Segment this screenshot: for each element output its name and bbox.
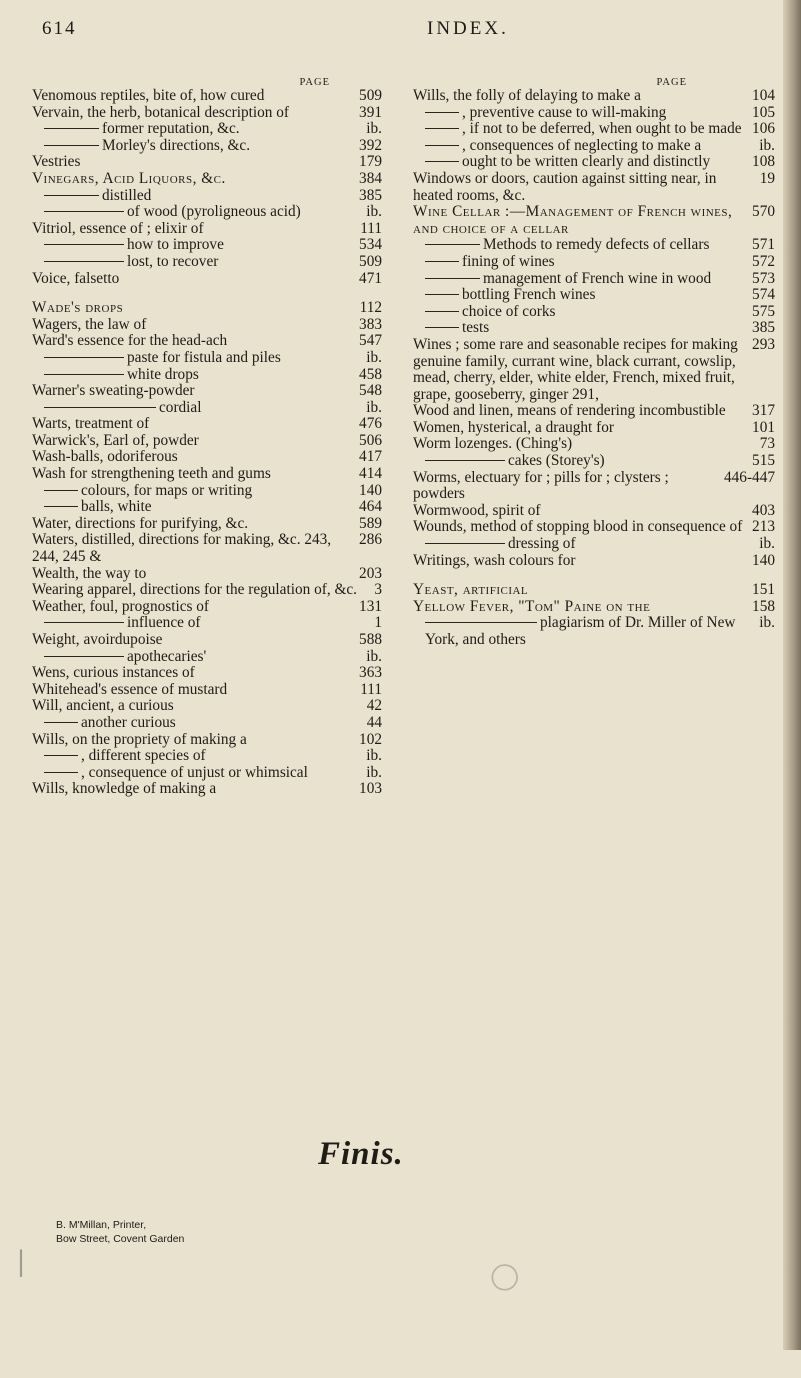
entry-text: Windows or doors, caution against sitting near, in heated rooms, &c. [413, 169, 717, 204]
index-entry [413, 337, 775, 403]
page-header [42, 18, 762, 48]
index-entry [32, 121, 382, 138]
index-entry [413, 254, 775, 271]
index-entry [32, 154, 382, 171]
entry-text: , if not to be deferred, when ought to be made [462, 120, 742, 138]
index-entry [413, 582, 775, 599]
index-entry [32, 138, 382, 155]
entry-text: Waters, distilled, directions for making, &c. 243, 244, 245 & [32, 531, 332, 566]
ditto-dash [44, 506, 78, 507]
page-reference: 286 [359, 531, 382, 549]
index-entry [32, 698, 382, 715]
column-heading-page: PAGE [656, 77, 687, 88]
index-entry [413, 154, 775, 171]
page-reference: 293 [752, 335, 775, 353]
page-reference: ib. [366, 398, 382, 416]
entry-text: apothecaries' [127, 647, 207, 665]
page-reference: 140 [752, 551, 775, 569]
index-entry [413, 88, 775, 105]
entry-text: Morley's directions, &c. [102, 136, 251, 154]
entry-text: former reputation, &c. [102, 120, 240, 138]
entry-text: Women, hysterical, a draught for [413, 418, 614, 436]
page-reference: 3 [374, 581, 382, 599]
page-reference: 476 [359, 415, 382, 433]
entry-text: Will, ancient, a curious [32, 697, 174, 715]
index-entry [32, 483, 382, 500]
page-reference: ib. [759, 614, 775, 632]
page-reference: 414 [359, 465, 382, 483]
page-number: 614 [42, 18, 77, 39]
entry-text: Wounds, method of stopping blood in consequence of [413, 518, 743, 536]
index-entry [413, 171, 775, 204]
ditto-dash [44, 656, 124, 657]
ditto-dash [425, 327, 459, 328]
entry-text: Ward's essence for the head-ach [32, 332, 228, 350]
ditto-dash [425, 128, 459, 129]
index-entry [32, 271, 382, 288]
entry-text: tests [462, 319, 490, 337]
index-entry [32, 300, 382, 317]
index-entry [413, 436, 775, 453]
index-entry [32, 732, 382, 749]
ditto-dash [44, 211, 124, 212]
page-reference: 571 [752, 236, 775, 254]
index-entry [32, 367, 382, 384]
page-reference: 151 [752, 581, 775, 599]
entry-text: how to improve [127, 236, 224, 254]
page-reference: 575 [752, 302, 775, 320]
entry-text: fining of wines [462, 252, 555, 270]
pencil-shelfmark: ∣ [14, 1246, 28, 1277]
page-reference: 506 [359, 431, 382, 449]
index-entry [413, 320, 775, 337]
printer-address: Bow Street, Covent Garden [56, 1233, 185, 1245]
entry-text: Wearing apparel, directions for the regulation of, &c. [32, 581, 357, 599]
index-column-right [413, 75, 775, 649]
entry-text: Weight, avoirdupoise [32, 631, 163, 648]
page-edge-shadow [783, 0, 801, 1350]
ditto-dash [44, 244, 124, 245]
entry-text: cordial [159, 398, 202, 416]
entry-text: choice of corks [462, 302, 556, 320]
entry-text: plagiarism of Dr. Miller of New York, and others [425, 614, 736, 648]
ditto-dash [425, 244, 480, 245]
page-reference: ib. [366, 348, 382, 366]
page-reference: 108 [752, 153, 775, 171]
entry-text: Weather, foul, prognostics of [32, 597, 209, 615]
index-entry [32, 682, 382, 699]
index-entry [32, 582, 382, 599]
index-entry [32, 416, 382, 433]
index-entry [413, 615, 775, 648]
index-entry [32, 599, 382, 616]
entry-text: , consequences of neglecting to make a [462, 136, 702, 154]
index-entry [32, 350, 382, 367]
entry-text: ought to be written clearly and distinctly [462, 153, 711, 171]
index-entry [413, 403, 775, 420]
ditto-dash [44, 261, 124, 262]
entry-text: Yeast, artificial [413, 581, 529, 599]
entry-text: Wagers, the law of [32, 315, 147, 333]
page-reference: 572 [752, 252, 775, 270]
ditto-dash [44, 755, 78, 756]
entry-text: Wills, knowledge of making a [32, 780, 217, 798]
index-entry [32, 532, 382, 565]
index-entry [32, 383, 382, 400]
left-entry-list [32, 88, 382, 798]
index-entry [413, 536, 775, 553]
index-entry [32, 566, 382, 583]
page-reference: 392 [359, 136, 382, 154]
ditto-dash [44, 772, 78, 773]
entry-text: Worm lozenges. (Ching's) [413, 435, 573, 453]
entry-text: Wood and linen, means of rendering incombustible [413, 402, 726, 420]
page-reference: 213 [752, 518, 775, 536]
page-reference: 317 [752, 402, 775, 420]
page-reference: 458 [359, 365, 382, 383]
index-entry [32, 665, 382, 682]
page-reference: 1 [374, 614, 382, 632]
page-reference: 42 [366, 697, 382, 715]
index-entry [413, 470, 775, 503]
page-reference: 509 [359, 252, 382, 270]
index-entry [32, 433, 382, 450]
page-reference: 111 [360, 680, 382, 698]
index-entry [32, 317, 382, 334]
ditto-dash [425, 460, 505, 461]
entry-text: Wash for strengthening teeth and gums [32, 465, 271, 483]
index-entry [32, 400, 382, 417]
page-reference: ib. [366, 747, 382, 765]
ditto-dash [425, 311, 459, 312]
page-reference: 102 [359, 730, 382, 748]
entry-text: white drops [127, 365, 199, 383]
ditto-dash [425, 622, 537, 623]
index-entry [32, 237, 382, 254]
ditto-dash [44, 145, 99, 146]
page-reference: 515 [752, 452, 775, 470]
ditto-dash [425, 112, 459, 113]
page-reference: 417 [359, 448, 382, 466]
index-entry [32, 171, 382, 188]
page-reference: 509 [359, 87, 382, 104]
entry-text: Voice, falsetto [32, 269, 120, 287]
entry-text: Warts, treatment of [32, 415, 150, 433]
entry-text: Vitriol, essence of ; elixir of [32, 219, 204, 237]
index-entry [413, 138, 775, 155]
index-entry [413, 271, 775, 288]
index-entry [413, 204, 775, 237]
page-reference: 112 [359, 299, 382, 317]
page-reference: 105 [752, 103, 775, 121]
entry-text: Wine Cellar :—Management of French wines, and choice of a cellar [413, 203, 733, 237]
running-title: INDEX. [427, 18, 509, 39]
page-reference: 111 [360, 219, 382, 237]
page-reference: 179 [359, 153, 382, 171]
ditto-dash [44, 490, 78, 491]
page-reference: 385 [752, 319, 775, 337]
page-reference: 403 [752, 501, 775, 519]
column-heading-page: PAGE [299, 77, 330, 88]
ditto-dash [425, 161, 459, 162]
ditto-dash [425, 543, 505, 544]
index-entry [413, 304, 775, 321]
ditto-dash [44, 128, 99, 129]
entry-text: of wood (pyroligneous acid) [127, 203, 301, 221]
index-entry [32, 254, 382, 271]
entry-text: paste for fistula and piles [127, 348, 281, 366]
page-reference: 464 [359, 498, 382, 516]
index-entry [413, 105, 775, 122]
entry-text: Wade's drops [32, 299, 124, 317]
finis-colophon: Finis. [318, 1136, 404, 1172]
index-entry [32, 88, 382, 105]
entry-text: Wash-balls, odoriferous [32, 448, 178, 466]
page-reference: 573 [752, 269, 775, 287]
page-reference: 104 [752, 87, 775, 104]
index-entry [413, 420, 775, 437]
page-reference: ib. [366, 203, 382, 221]
entry-text: Warwick's, Earl of, powder [32, 431, 199, 449]
page-reference: 588 [359, 631, 382, 648]
ditto-dash [44, 357, 124, 358]
page-reference: 471 [359, 269, 382, 287]
ditto-dash [425, 294, 459, 295]
index-entry [32, 715, 382, 732]
page-reference: 589 [359, 514, 382, 532]
entry-text: management of French wine in wood [483, 269, 712, 287]
printer-imprint [56, 1218, 184, 1246]
entry-text: dressing of [508, 535, 576, 553]
entry-text: Methods to remedy defects of cellars [483, 236, 710, 254]
page-reference: 158 [752, 597, 775, 615]
entry-text: Wills, the folly of delaying to make a [413, 87, 641, 104]
entry-text: Wealth, the way to [32, 564, 147, 582]
page-reference: 131 [359, 597, 382, 615]
ditto-dash [44, 374, 124, 375]
page-reference: 548 [359, 382, 382, 400]
index-entry [32, 221, 382, 238]
entry-text: Venomous reptiles, bite of, how cured [32, 87, 265, 104]
ditto-dash [44, 722, 78, 723]
entry-text: distilled [102, 186, 152, 204]
entry-text: Vinegars, Acid Liquors, &c. [32, 169, 226, 187]
index-entry [413, 453, 775, 470]
entry-text: another curious [81, 713, 176, 731]
index-entry [32, 765, 382, 782]
index-entry [32, 466, 382, 483]
page-reference: 140 [359, 481, 382, 499]
index-entry [413, 519, 775, 536]
ditto-dash [44, 407, 156, 408]
index-entry [32, 499, 382, 516]
page-reference: 203 [359, 564, 382, 582]
page-reference: ib. [366, 120, 382, 138]
ditto-dash [44, 195, 99, 196]
page-reference: 73 [759, 435, 775, 453]
entry-text: Water, directions for purifying, &c. [32, 514, 249, 532]
ditto-dash [425, 278, 480, 279]
index-column-left [32, 75, 382, 798]
entry-text: Yellow Fever, "Tom" Paine on the [413, 597, 651, 615]
index-entry [32, 615, 382, 632]
index-entry [413, 237, 775, 254]
entry-text: Vervain, the herb, botanical description of [32, 103, 289, 121]
index-entry [32, 649, 382, 666]
index-entry [413, 287, 775, 304]
printer-name: B. M'Millan, Printer, [56, 1219, 147, 1231]
page-reference: ib. [366, 647, 382, 665]
page-reference: 384 [359, 169, 382, 187]
entry-text: Whitehead's essence of mustard [32, 680, 228, 698]
index-entry [32, 516, 382, 533]
index-entry [413, 121, 775, 138]
page-reference: 446-447 [724, 468, 775, 486]
entry-text: , preventive cause to will-making [462, 103, 667, 121]
entry-text: colours, for maps or writing [81, 481, 253, 499]
index-entry [413, 553, 775, 570]
page-reference: 19 [759, 169, 775, 187]
index-entry [32, 748, 382, 765]
page-reference: 44 [366, 713, 382, 731]
entry-text: influence of [127, 614, 201, 632]
entry-text: Writings, wash colours for [413, 551, 576, 569]
page-reference: ib. [759, 136, 775, 154]
index-entry [32, 105, 382, 122]
page-reference: 363 [359, 664, 382, 682]
entry-text: Wens, curious instances of [32, 664, 195, 682]
ditto-dash [44, 622, 124, 623]
index-entry [32, 333, 382, 350]
page-reference: 106 [752, 120, 775, 138]
page-reference: ib. [366, 763, 382, 781]
entry-text: lost, to recover [127, 252, 219, 270]
index-entry [413, 503, 775, 520]
entry-text: , consequence of unjust or whimsical [81, 763, 308, 781]
entry-text: Wormwood, spirit of [413, 501, 541, 519]
right-entry-list [413, 88, 775, 649]
entry-text: Wills, on the propriety of making a [32, 730, 247, 748]
page-reference: ib. [759, 535, 775, 553]
library-stamp-ghost: ◯ [484, 1255, 524, 1295]
entry-text: Vestries [32, 153, 81, 171]
entry-text: Warner's sweating-powder [32, 382, 195, 400]
entry-text: Wines ; some rare and seasonable recipes for making genuine family, currant wine, black currant, cowslip, mead, cherry, elder, white elder, French, mixed fruit, grape, gooseberry, ginger 291, [413, 335, 738, 403]
index-entry [32, 632, 382, 649]
page-reference: 534 [359, 236, 382, 254]
entry-text: bottling French wines [462, 286, 596, 304]
index-entry [32, 204, 382, 221]
entry-text: , different species of [81, 747, 206, 765]
ditto-dash [425, 145, 459, 146]
index-entry [32, 781, 382, 798]
page-reference: 385 [359, 186, 382, 204]
page-reference: 103 [359, 780, 382, 798]
page-reference: 570 [752, 203, 775, 221]
entry-text: cakes (Storey's) [508, 452, 605, 470]
index-entry [32, 449, 382, 466]
entry-text: balls, white [81, 498, 152, 516]
ditto-dash [425, 261, 459, 262]
page-reference: 383 [359, 315, 382, 333]
entry-text: Worms, electuary for ; pills for ; clysters ; powders [413, 468, 669, 503]
page-reference: 391 [359, 103, 382, 121]
index-entry [413, 599, 775, 616]
index-entry [32, 188, 382, 205]
page-reference: 574 [752, 286, 775, 304]
page-reference: 101 [752, 418, 775, 436]
page-reference: 547 [359, 332, 382, 350]
